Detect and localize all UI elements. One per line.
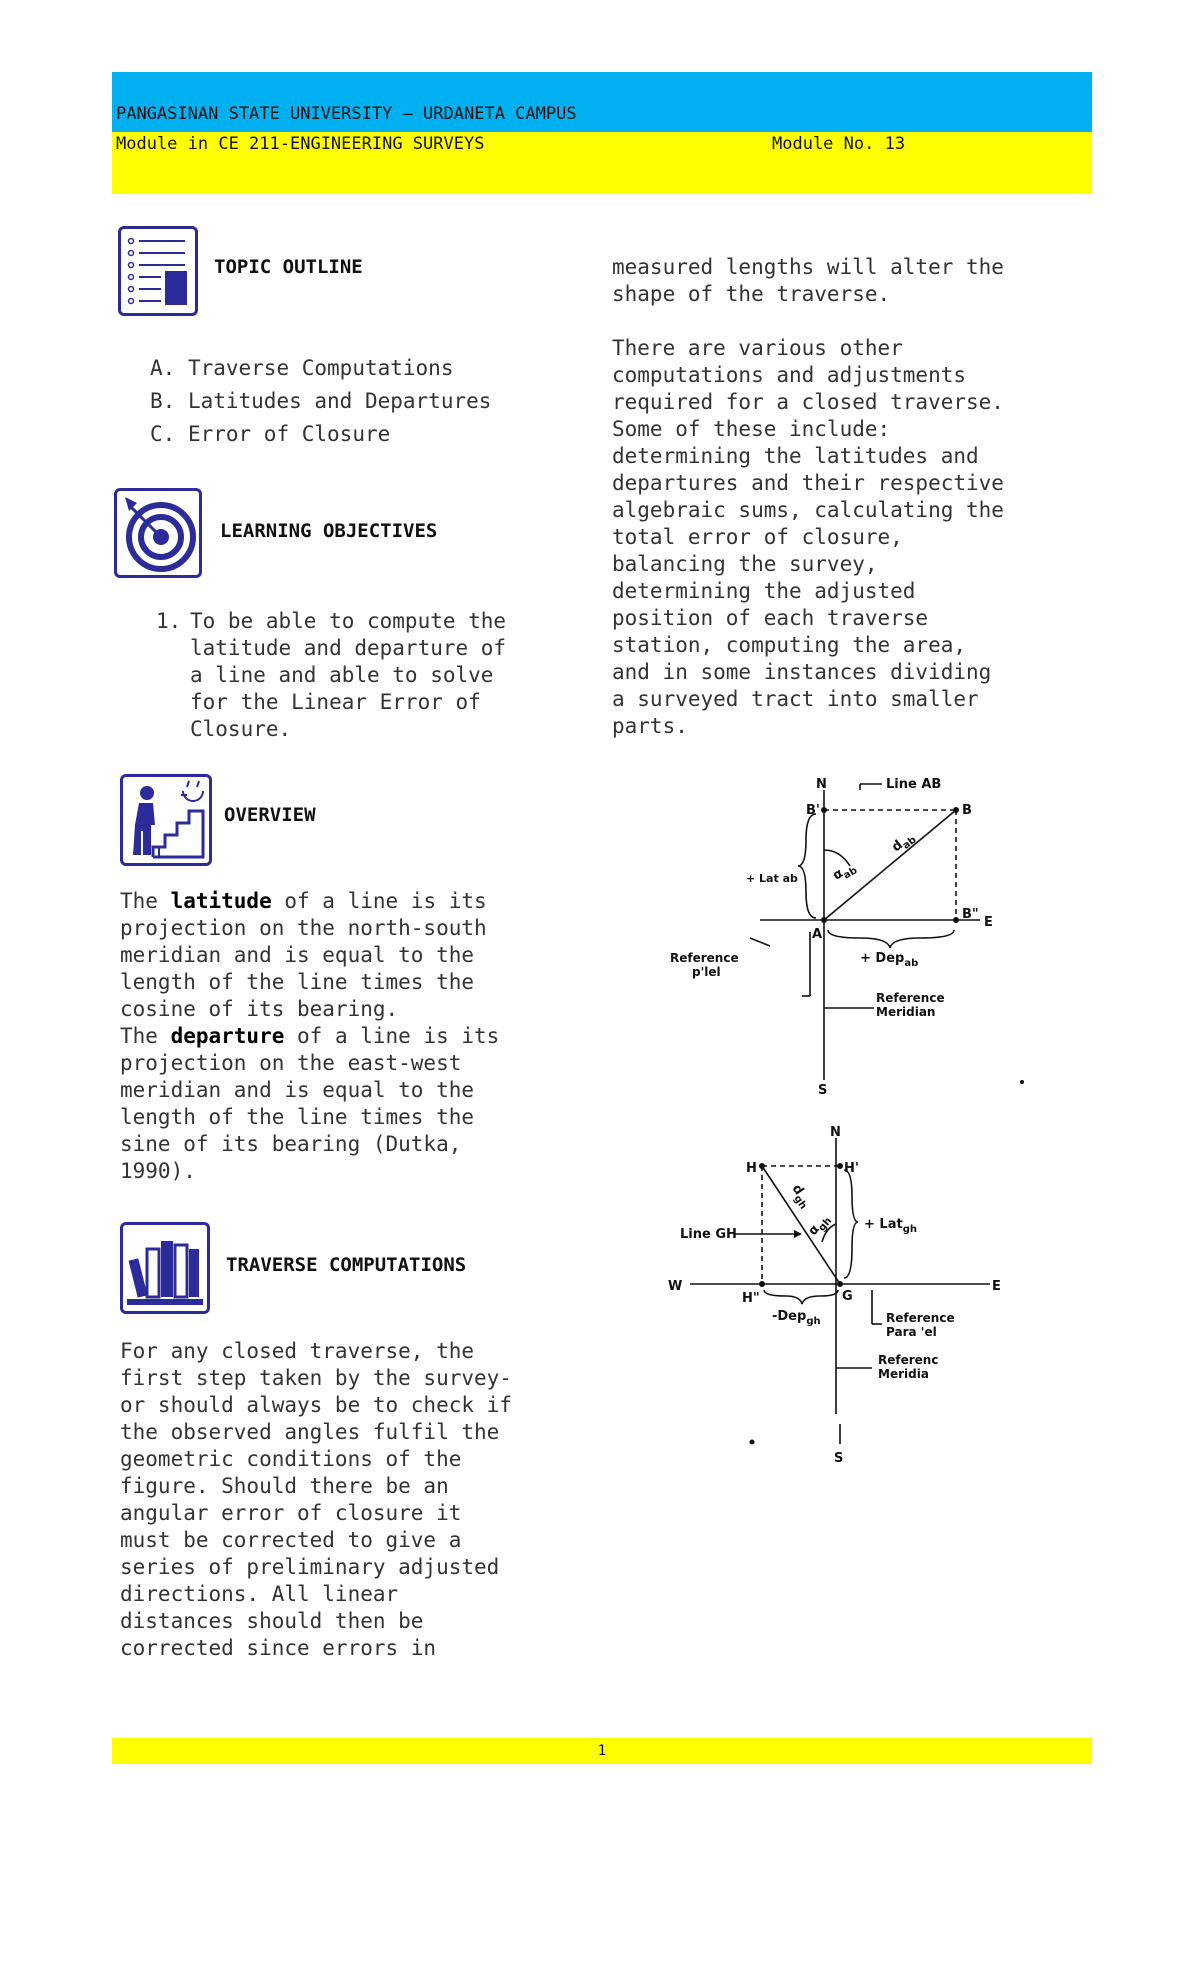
- label-ref-parallel-1: Reference: [886, 1311, 955, 1325]
- label-d: $d_{ab}$: [889, 834, 919, 856]
- label-h-prime: H': [844, 1161, 859, 1176]
- books-icon: [120, 1222, 210, 1314]
- line-ab-diagram: [660, 770, 1040, 1100]
- label-a: A: [812, 927, 823, 942]
- traverse-computations-title: TRAVERSE COMPUTATIONS: [226, 1254, 467, 1276]
- label-b-double: B": [962, 907, 979, 922]
- label-alpha: $\alpha_{ab}$: [830, 865, 860, 884]
- label-alpha: $\alpha_{gh}$: [805, 1215, 835, 1239]
- label-line-ab: Line AB: [886, 777, 942, 792]
- label-ref-meridian-2: Meridia: [878, 1367, 929, 1381]
- label-n: N: [816, 777, 827, 792]
- label-lat: + Lat$_{gh}$: [864, 1217, 917, 1235]
- objective-text: To be able to compute the latitude and departure of a line and able to solve for the Linear Error of Closure.: [190, 609, 507, 741]
- label-b: B: [962, 803, 972, 818]
- module-number: Module No. 13: [772, 134, 906, 154]
- departure-term: departure: [170, 1024, 285, 1048]
- university-name: PANGASINAN STATE UNIVERSITY – URDANETA CAMPUS: [116, 104, 577, 124]
- topic-outline-list: [150, 352, 491, 451]
- label-d: $d_{gh}$: [788, 1181, 809, 1212]
- right-column-paragraph-1: measured lengths will alter the shape of the traverse.: [612, 255, 1004, 306]
- label-ref-meridian-2: Meridian: [876, 1005, 936, 1019]
- label-e: E: [992, 1279, 1001, 1294]
- person-climbing-stairs-icon: [120, 774, 212, 866]
- label-ref-parallel-1: Reference: [670, 951, 739, 965]
- label-dep: -Dep$_{gh}$: [772, 1309, 821, 1327]
- label-w: W: [668, 1279, 683, 1294]
- scan-dot: [750, 1440, 755, 1445]
- list-document-icon: [118, 226, 198, 316]
- list-item: A. Traverse Computations: [150, 356, 454, 380]
- module-title: Module in CE 211-ENGINEERING SURVEYS: [116, 134, 485, 154]
- label-h-double: H": [742, 1291, 760, 1306]
- objective-number: 1.: [156, 609, 182, 633]
- label-b-prime: B': [806, 803, 820, 818]
- label-ref-meridian-1: Reference: [876, 991, 945, 1005]
- traverse-text: For any closed traverse, the first step taken by the survey- or should always be to check if the observed angles fulfil the geometric conditions of the figure. Should there be an angular error of closure it must be corrected to give a series of preliminary adjusted directions. All linear distances should then be corrected since errors in: [120, 1339, 512, 1660]
- label-e: E: [984, 915, 993, 930]
- scan-dot: [1020, 1080, 1024, 1084]
- list-item: C. Error of Closure: [150, 422, 391, 446]
- topic-outline-title: TOPIC OUTLINE: [214, 256, 363, 278]
- overview-title: OVERVIEW: [224, 804, 316, 826]
- label-dep: + Dep$_{ab}$: [860, 951, 919, 969]
- label-ref-parallel-2: Para 'el: [886, 1325, 937, 1339]
- list-item: B. Latitudes and Departures: [150, 389, 492, 413]
- overview-text: The latitude of a line is its projection on the north-south meridian and is equal to the length of the line times the cosine of its bearing. The departure of a line is its projection on the east-west meridian and is equal to the length of the line times the sine of its bearing (Dutka, 1990).: [120, 889, 500, 1183]
- label-lat: + Lat ab: [746, 872, 798, 885]
- label-h: H: [746, 1161, 757, 1176]
- learning-objectives-title: LEARNING OBJECTIVES: [220, 520, 438, 542]
- label-ref-parallel-2: p'lel: [692, 965, 721, 979]
- right-column-paragraph-2: There are various other computations and adjustments required for a closed traverse. Some of these include: determining the latitudes and departures and their respective algebraic sums, calculating the total error of closure, balancing the survey, determining the adjusted position of each traverse station, computing the area, and in some instances dividing a surveyed tract into smaller parts.: [612, 336, 1004, 738]
- target-arrow-icon: [114, 488, 202, 578]
- label-ref-meridian-1: Referenc: [878, 1353, 939, 1367]
- label-g: G: [842, 1289, 853, 1304]
- latitude-term: latitude: [170, 889, 272, 913]
- label-line-gh: Line GH: [680, 1227, 737, 1242]
- label-s: S: [834, 1451, 844, 1466]
- page-footer: [112, 1738, 1092, 1764]
- page-number: 1: [597, 1743, 607, 1759]
- line-gh-diagram: [660, 1124, 1040, 1474]
- label-s: S: [818, 1083, 828, 1098]
- label-n: N: [830, 1125, 841, 1140]
